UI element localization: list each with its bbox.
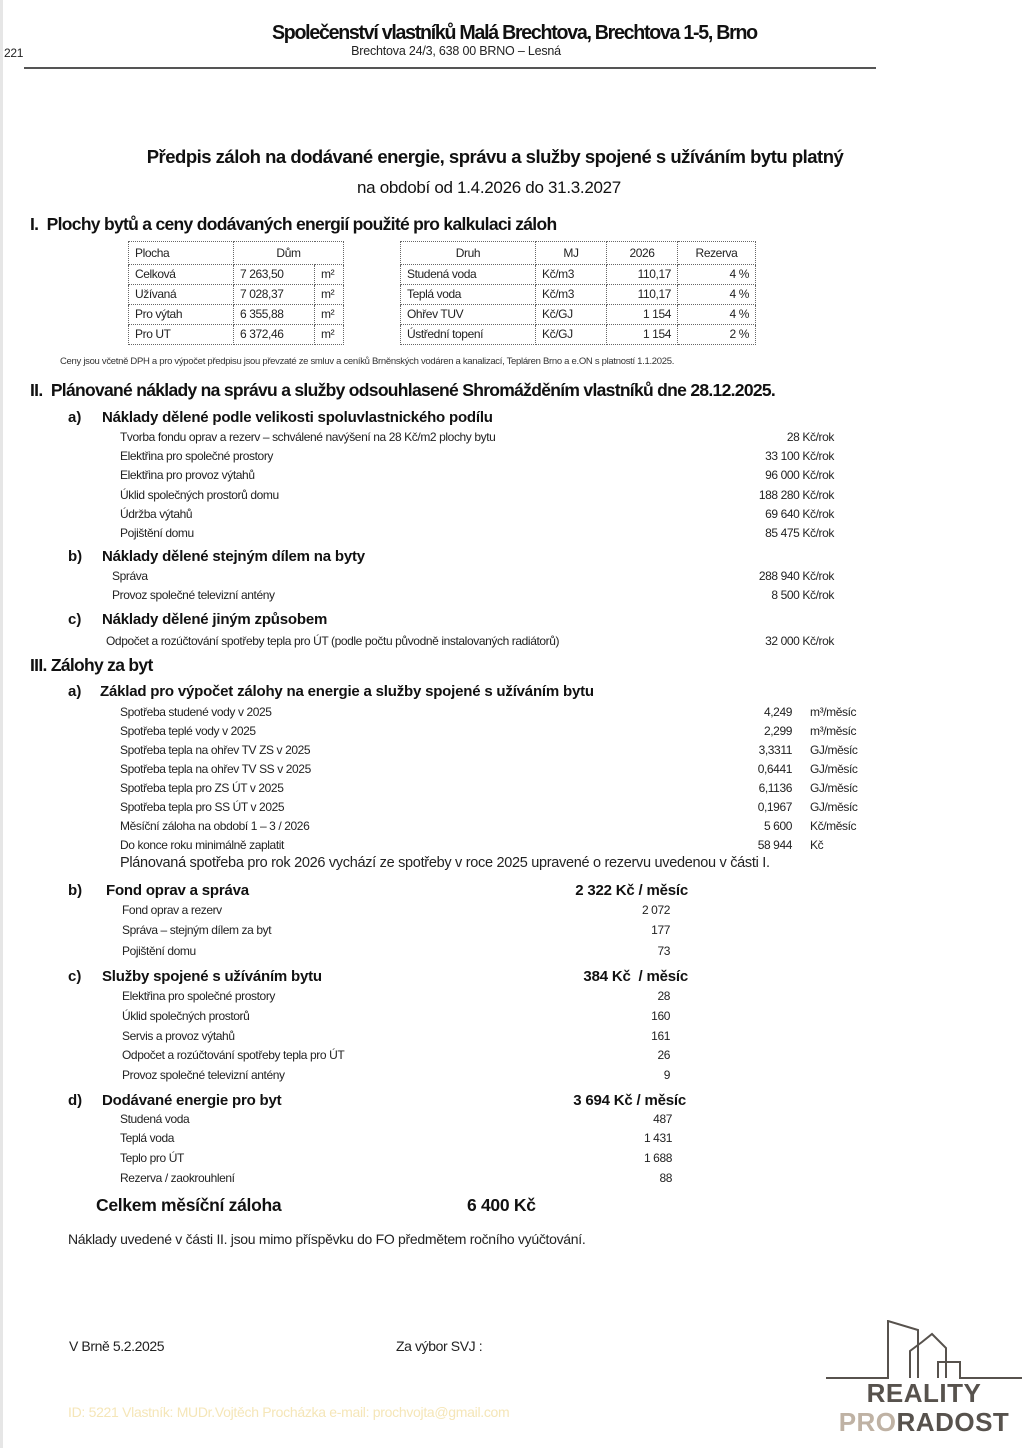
advance-item-value: 161	[651, 1029, 670, 1043]
energy-price: 1 154	[607, 325, 678, 345]
subsection-heading: Fond oprav a správa	[106, 882, 249, 899]
energy-type: Teplá voda	[401, 285, 536, 305]
advance-item-value: 1 688	[643, 1151, 672, 1165]
column-header: Druh	[401, 242, 536, 265]
subsection-letter: a)	[68, 409, 82, 426]
advance-item-value: 88	[659, 1171, 672, 1185]
energy-reserve: 2 %	[678, 325, 756, 345]
cost-item-value: 85 475 Kč/rok	[765, 526, 834, 540]
cost-item-value: 188 280 Kč/rok	[758, 488, 834, 502]
document-period: na období od 1.4.2026 do 31.3.2027	[357, 178, 621, 197]
energy-unit: Kč/m3	[536, 265, 607, 285]
energy-price: 110,17	[607, 285, 678, 305]
advance-item-label: Studená voda	[120, 1112, 190, 1126]
section-title: Plochy bytů a ceny dodávaných energií použité pro kalkulaci záloh	[46, 214, 557, 234]
area-value: 6 372,46	[234, 325, 315, 345]
energy-unit: Kč/m3	[536, 285, 607, 305]
section-title: Plánované náklady na správu a služby odsouhlasené Shromážděním vlastníků dne 28.12.2025.	[50, 380, 776, 400]
column-header: Dům	[234, 242, 344, 265]
consumption-label: Spotřeba tepla na ohřev TV SS v 2025	[120, 762, 311, 776]
consumption-value: 2,299	[763, 724, 792, 738]
cost-item-label: Provoz společné televizní antény	[112, 588, 275, 602]
energy-reserve: 4 %	[678, 265, 756, 285]
area-value: 7 028,37	[234, 285, 315, 305]
energy-reserve: 4 %	[678, 285, 756, 305]
logo-text-pro: PRO	[838, 1407, 897, 1437]
subsection-letter: b)	[68, 548, 83, 565]
column-header: Plocha	[129, 242, 234, 265]
advance-item-value: 73	[657, 944, 670, 958]
page-edge	[0, 0, 3, 1448]
area-unit: m²	[315, 285, 344, 305]
energy-type: Studená voda	[401, 265, 536, 285]
consumption-value: 5 600	[763, 819, 792, 833]
grand-total-label: Celkem měsíční záloha	[96, 1195, 282, 1215]
billing-footnote: Náklady uvedené v části II. jsou mimo příspěvku do FO předmětem ročního vyúčtování.	[68, 1231, 586, 1247]
advance-item-label: Servis a provoz výtahů	[122, 1029, 235, 1043]
consumption-unit: GJ/měsíc	[810, 781, 858, 795]
cost-item-value: 33 100 Kč/rok	[765, 449, 834, 463]
consumption-label: Spotřeba tepla pro SS ÚT v 2025	[120, 800, 285, 814]
header-divider	[24, 67, 876, 69]
section-title: Zálohy za byt	[50, 655, 153, 675]
area-label: Užívaná	[129, 285, 234, 305]
consumption-unit: GJ/měsíc	[810, 762, 858, 776]
advance-item-label: Teplo pro ÚT	[120, 1151, 184, 1165]
advance-item-value: 177	[651, 923, 670, 937]
cost-item-value: 96 000 Kč/rok	[765, 468, 834, 482]
organization-address: Brechtova 24/3, 638 00 BRNO – Lesná	[351, 44, 561, 58]
planning-note: Plánovaná spotřeba pro rok 2026 vychází ze spotřeby v roce 2025 upravené o rezervu uvedenou v části I.	[120, 855, 770, 871]
cost-item-label: Údržba výtahů	[120, 507, 193, 521]
table-row	[401, 305, 756, 325]
section-number: I.	[30, 214, 39, 234]
area-value: 6 355,88	[234, 305, 315, 325]
advance-item-value: 1 431	[643, 1131, 672, 1145]
section-1-heading	[30, 214, 556, 235]
cost-item-label: Pojištění domu	[120, 526, 194, 540]
subsection-heading: Služby spojené s užíváním bytu	[102, 968, 322, 985]
advance-item-label: Odpočet a rozúčtování spotřeby tepla pro ÚT	[122, 1048, 345, 1062]
grand-total-value: 6 400 Kč	[467, 1195, 536, 1215]
cost-item-label: Tvorba fondu oprav a rezerv – schválené navýšení na 28 Kč/m2 plochy bytu	[120, 430, 496, 444]
consumption-label: Spotřeba tepla pro ZS ÚT v 2025	[120, 781, 284, 795]
area-value: 7 263,50	[234, 265, 315, 285]
area-label: Celková	[129, 265, 234, 285]
advance-item-label: Provoz společné televizní antény	[122, 1068, 285, 1082]
advance-item-label: Rezerva / zaokrouhlení	[120, 1171, 235, 1185]
cost-item-label: Odpočet a rozúčtování spotřeby tepla pro ÚT (podle počtu původně instalovaných radiátorů)	[106, 634, 560, 648]
consumption-label: Spotřeba studené vody v 2025	[120, 705, 272, 719]
advance-item-label: Úklid společných prostorů	[122, 1009, 250, 1023]
cost-item-value: 8 500 Kč/rok	[771, 588, 834, 602]
subsection-letter: c)	[68, 968, 82, 985]
price-source-note: Ceny jsou včetně DPH a pro výpočet předpisu jsou převzaté ze smluv a ceníků Brněnských vodáren a kanalizací, Tepláren Brno a e.ON s platností 1.1.2025.	[60, 356, 675, 367]
cost-item-label: Správa	[112, 569, 148, 583]
subsection-letter: c)	[68, 611, 82, 628]
consumption-unit: GJ/měsíc	[810, 800, 858, 814]
place-date: V Brně 5.2.2025	[69, 1338, 165, 1354]
area-unit: m²	[315, 265, 344, 285]
consumption-value: 6,1136	[758, 781, 792, 795]
consumption-value: 58 944	[757, 838, 792, 852]
subsection-heading: Náklady dělené stejným dílem na byty	[102, 548, 365, 565]
price-table	[400, 241, 756, 345]
cost-item-value: 32 000 Kč/rok	[765, 634, 834, 648]
subsection-heading: Náklady dělené jiným způsobem	[102, 611, 328, 628]
cost-item-label: Elektřina pro provoz výtahů	[120, 468, 255, 482]
section-3-heading	[30, 655, 153, 676]
area-unit: m²	[315, 325, 344, 345]
subsection-letter: a)	[68, 683, 82, 700]
building-skyline-icon	[826, 1320, 1022, 1380]
organization-title	[0, 22, 1024, 45]
advance-item-value: 487	[653, 1112, 672, 1126]
subsection-letter: d)	[68, 1092, 83, 1109]
subsection-total: 384 Kč / měsíc	[583, 968, 688, 985]
advance-item-value: 28	[657, 989, 670, 1003]
energy-unit: Kč/GJ	[536, 325, 607, 345]
consumption-unit: GJ/měsíc	[810, 743, 858, 757]
table-row	[401, 325, 756, 345]
energy-unit: Kč/GJ	[536, 305, 607, 325]
column-header: 2026	[607, 242, 678, 265]
consumption-unit: Kč/měsíc	[810, 819, 857, 833]
advance-item-label: Pojištění domu	[122, 944, 196, 958]
advance-item-value: 160	[651, 1009, 670, 1023]
table-row	[129, 265, 344, 285]
cost-item-value: 69 640 Kč/rok	[765, 507, 834, 521]
cost-item-label: Úklid společných prostorů domu	[120, 488, 279, 502]
table-row	[401, 265, 756, 285]
section-number: III.	[30, 655, 47, 675]
logo-text-reality: REALITY	[866, 1378, 982, 1408]
area-label: Pro UT	[129, 325, 234, 345]
energy-price: 110,17	[607, 265, 678, 285]
cost-item-value: 288 940 Kč/rok	[758, 569, 834, 583]
subsection-heading: Náklady dělené podle velikosti spoluvlastnického podílu	[102, 409, 493, 426]
column-header: Rezerva	[678, 242, 756, 265]
logo-text-proradost	[826, 1407, 1022, 1438]
area-label: Pro výtah	[129, 305, 234, 325]
advance-item-label: Teplá voda	[120, 1131, 175, 1145]
energy-type: Ohřev TUV	[401, 305, 536, 325]
energy-type: Ústřední topení	[401, 325, 536, 345]
advance-item-value: 2 072	[641, 903, 670, 917]
committee-signature-label: Za výbor SVJ :	[396, 1338, 483, 1354]
section-number: II.	[30, 380, 43, 400]
advance-item-label: Fond oprav a rezerv	[122, 903, 222, 917]
cost-item-value: 28 Kč/rok	[786, 430, 834, 444]
advance-item-label: Správa – stejným dílem za byt	[122, 923, 272, 937]
advance-item-label: Elektřina pro společné prostory	[122, 989, 276, 1003]
consumption-label: Spotřeba teplé vody v 2025	[120, 724, 256, 738]
cost-item-label: Elektřina pro společné prostory	[120, 449, 274, 463]
consumption-label: Spotřeba tepla na ohřev TV ZS v 2025	[120, 743, 311, 757]
subsection-heading: Dodávané energie pro byt	[102, 1092, 282, 1109]
organization-name: Společenství vlastníků Malá Brechtova, Brechtova 1-5, Brno	[271, 22, 757, 44]
consumption-unit: m³/měsíc	[810, 705, 857, 719]
advance-item-value: 26	[657, 1048, 670, 1062]
consumption-label: Do konce roku minimálně zaplatit	[120, 838, 284, 852]
logo-text-radost: RADOST	[896, 1407, 1010, 1437]
subsection-heading: Základ pro výpočet zálohy na energie a služby spojené s užíváním bytu	[100, 683, 594, 700]
table-row	[129, 285, 344, 305]
table-row	[401, 285, 756, 305]
consumption-value: 0,1967	[757, 800, 792, 814]
consumption-value: 0,6441	[757, 762, 792, 776]
column-header: MJ	[536, 242, 607, 265]
table-row	[129, 325, 344, 345]
consumption-value: 3,3311	[758, 743, 792, 757]
subsection-total: 2 322 Kč / měsíc	[575, 882, 688, 899]
consumption-unit: Kč	[810, 838, 824, 852]
area-unit: m²	[315, 305, 344, 325]
advance-item-value: 9	[663, 1068, 670, 1082]
energy-price: 1 154	[607, 305, 678, 325]
document-title: Předpis záloh na dodávané energie, správu a služby spojené s užíváním bytu platný	[146, 146, 844, 167]
subsection-total: 3 694 Kč / měsíc	[573, 1092, 686, 1109]
energy-reserve: 4 %	[678, 305, 756, 325]
consumption-unit: m³/měsíc	[810, 724, 857, 738]
owner-watermark: ID: 5221 Vlastník: MUDr.Vojtěch Procházka e-mail: prochvojta@gmail.com	[68, 1404, 510, 1420]
area-table	[128, 241, 344, 345]
subsection-letter: b)	[68, 882, 83, 899]
consumption-label: Měsíční záloha na období 1 – 3 / 2026	[120, 819, 310, 833]
page-number: 221	[4, 46, 24, 60]
table-row	[129, 305, 344, 325]
reality-proradost-logo	[826, 1320, 1022, 1448]
consumption-value: 4,249	[763, 705, 792, 719]
section-2-heading	[30, 380, 775, 401]
